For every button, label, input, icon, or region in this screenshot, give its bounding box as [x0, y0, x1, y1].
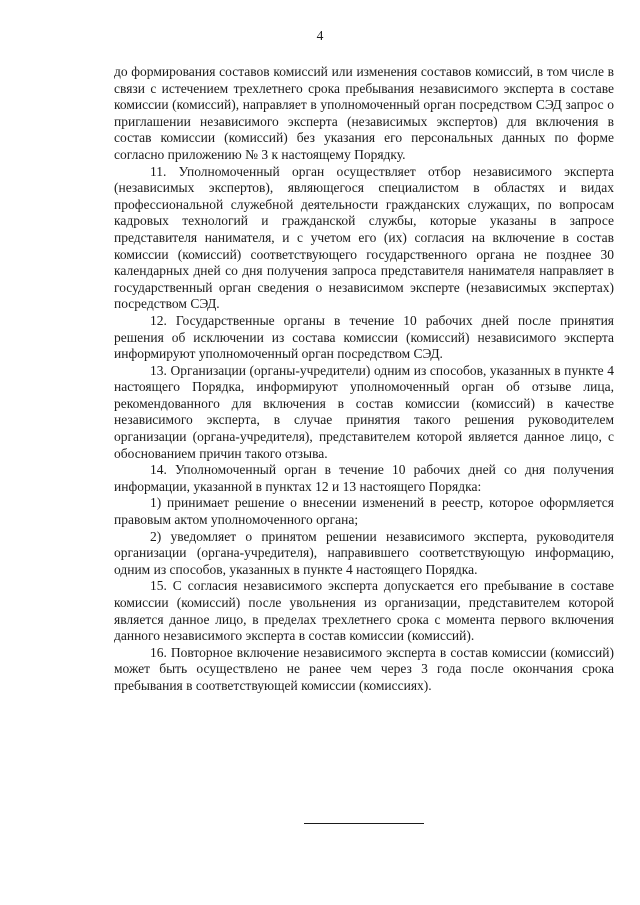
paragraph-12: 12. Государственные органы в течение 10 рабочих дней после принятия решения об исключении из состава комиссии (комиссий) независимого эксперта информируют уполномоченный орган посредством СЭД.	[114, 312, 614, 362]
end-divider-line	[304, 823, 424, 824]
paragraph-14: 14. Уполномоченный орган в течение 10 рабочих дней со дня получения информации, указанной в пунктах 12 и 13 настоящего Порядка:	[114, 462, 614, 494]
paragraph-13: 13. Организации (органы-учредители) одним из способов, указанных в пункте 4 настоящего Порядка, информируют уполномоченный орган об отзыве лица, рекомендованного для включения в состав комиссии (комиссий) в качестве независимого эксперта, в случае принятия такого решения руководителем организации (органа-учредителя), представителем которой является данное лицо, с обоснованием причин такого отзыва.	[114, 362, 614, 461]
paragraph-14-item-1: 1) принимает решение о внесении изменений в реестр, которое оформляется правовым актом уполномоченного органа;	[114, 495, 614, 528]
paragraph-continuation: до формирования составов комиссий или изменения составов комиссий, в том числе в связи с истечением трехлетнего срока пребывания независимого эксперта в составе комиссии (комиссий), направляет в уполномоченный орган посредством СЭД запрос о приглашении независимого эксперта (независимых экспертов) для включения в состав комиссии (комиссий) без указания его персональных данных по форме согласно приложению № 3 к настоящему Порядку.	[114, 64, 614, 162]
page-number: 4	[316, 28, 324, 43]
paragraph-14-item-2: 2) уведомляет о принятом решении независимого эксперта, руководителя организации (органа-учредителя), направившего соответствующую информацию, одним из способов, указанных в пункте 4 настоящего Порядка.	[114, 528, 614, 577]
paragraph-16: 16. Повторное включение независимого эксперта в состав комиссии (комиссий) может быть осуществлено не ранее чем через 3 года после окончания срока пребывания в соответствующей комиссии (комиссиях).	[114, 644, 614, 693]
paragraph-15: 15. С согласия независимого эксперта допускается его пребывание в составе комиссии (комиссий) после увольнения из организации, представителем которой является данное лицо, в пределах трехлетнего срока с момента первого включения данного независимого эксперта в состав комиссии (комиссий).	[114, 578, 614, 644]
document-body	[114, 64, 614, 695]
paragraph-11: 11. Уполномоченный орган осуществляет отбор независимого эксперта (независимых экспертов), являющегося специалистом в областях и видах профессиональной служебной деятельности гражданских служащих, по вопросам кадровых технологий и гражданской службы, которые указаны в запросе представителя нанимателя, и с учетом его (их) согласия на включение в состав комиссии (комиссий) соответствующего государственного органа не позднее 30 календарных дней со дня получения запроса представителя нанимателя направляет в государственный орган сведения о независимом эксперте (независимых экспертах) посредством СЭД.	[114, 163, 614, 312]
